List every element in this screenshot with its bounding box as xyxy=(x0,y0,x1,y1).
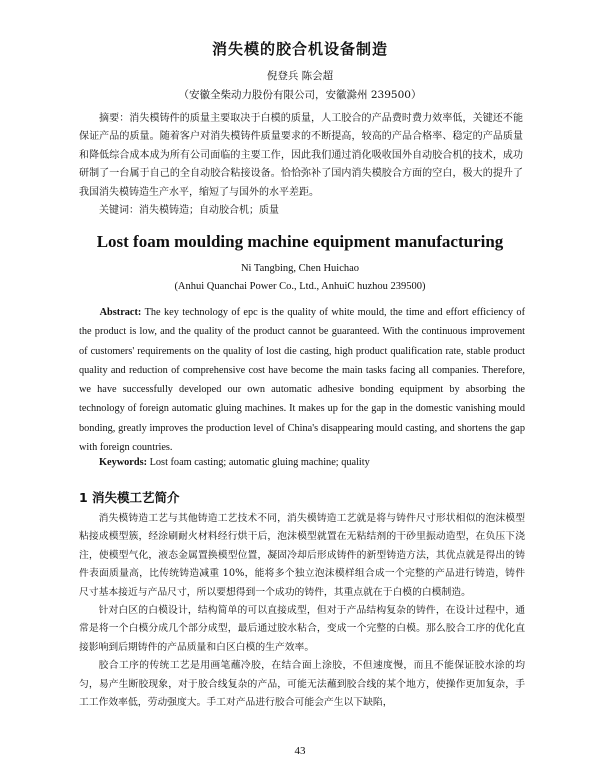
body-text xyxy=(79,510,525,712)
abstract-en xyxy=(79,303,525,457)
affiliation-en: (Anhui Quanchai Power Co., Ltd., AnhuiC huzhou 239500) xyxy=(174,281,426,292)
keywords-cn: 关键词：消失模铸造；自动胶合机；质量 xyxy=(99,205,279,216)
abstract-en-label: Abstract: xyxy=(99,307,142,318)
paper-title-cn: 消失模的胶合机设备制造 xyxy=(211,40,388,58)
keywords-en xyxy=(99,457,370,468)
section-heading: 1 消失模工艺简介 xyxy=(79,490,180,505)
authors-cn: 倪登兵 陈会超 xyxy=(266,70,334,82)
body-paragraph: 针对白区的白模设计，结构简单的可以直接成型，但对于产品结构复杂的铸件，在设计过程中，通常是将一个白模分成几个部分成型，最后通过胶水粘合，变成一个完整的白模。那么胶合工序的优化直接影响到后期铸件的产品质量和白区白模的生产效率。 xyxy=(79,605,525,653)
body-paragraph: 消失模铸造工艺与其他铸造工艺技术不同，消失模铸造工艺就是将与铸件尺寸形状相似的泡沫模型粘接成模型簇，经涂刷耐火材料经行烘干后，泡沫模型就置在无粘结剂的干砂里振动造型，在负压下浇注，使模型气化，液态金属置换模型位置，凝固冷却后形成铸件的新型铸造方法，其优点就是得出的铸件表面质量高，比传统铸造减重 10%，能将多个独立泡沫模样组合成一个完整的产品进行铸造，铸件尺寸基本接近与产品尺寸，所以要想得到一个成功的铸件，其重点就在于白模的白模制造。 xyxy=(79,513,525,598)
body-paragraph: 胶合工序的传统工艺是用画笔蘸冷胶，在结合面上涂胶，不但速度慢，而且不能保证胶水涂的均匀，易产生断胶现象，对于胶合线复杂的产品，可能无法蘸到胶合线的某个地方，使操作更加复杂，手工工作效率低，劳动强度大。手工对产品进行胶合可能会产生以下缺陷， xyxy=(79,660,525,709)
keywords-en-label: Keywords: xyxy=(99,457,148,468)
abstract-cn: 摘要：消失模铸件的质量主要取决于白模的质量，人工胶合的产品费时费力效率低，关键还不能保证产品的质量。随着客户对消失模铸件质量要求的不断提高，较高的产品合格率、稳定的产品质量和降低综合成本成为所有公司面临的主要工作，因此我们通过消化吸收国外自动胶合机的技术，成功研制了一台属于自己的全自动胶合粘接设备。恰恰弥补了国内消失模胶合方面的空白，极大的提升了我国消失模铸造生产水平，缩短了与国外的水平差距。 xyxy=(79,113,523,198)
abstract-en-text: The key technology of epc is the quality of white mould, the time and effort efficiency of the product is low, and the quality of the product cannot be guaranteed. With the continuous improvement of customers' requirements on the quality of lost die casting, high product qualification rate, stable product quality and reduction of comprehensive cost have become the main tasks facing all companies. Therefore, we have successfully developed our own automatic adhesive bonding equipment by absorbing the technology of foreign automatic gluing machines. It makes up for the gap in the domestic vanishing mould bonding, greatly improves the production level of China's disappearing mould casting, and shortens the gap with foreign countries. xyxy=(79,307,525,454)
paper-title-en: Lost foam moulding machine equipment manufacturing xyxy=(96,232,504,251)
affiliation-cn: （安徽全柴动力股份有限公司，安徽滁州 239500） xyxy=(178,89,422,101)
authors-en: Ni Tangbing, Chen Huichao xyxy=(240,263,360,274)
page-number: 43 xyxy=(294,745,306,757)
keywords-en-text: Lost foam casting; automatic gluing machine; quality xyxy=(147,457,370,468)
